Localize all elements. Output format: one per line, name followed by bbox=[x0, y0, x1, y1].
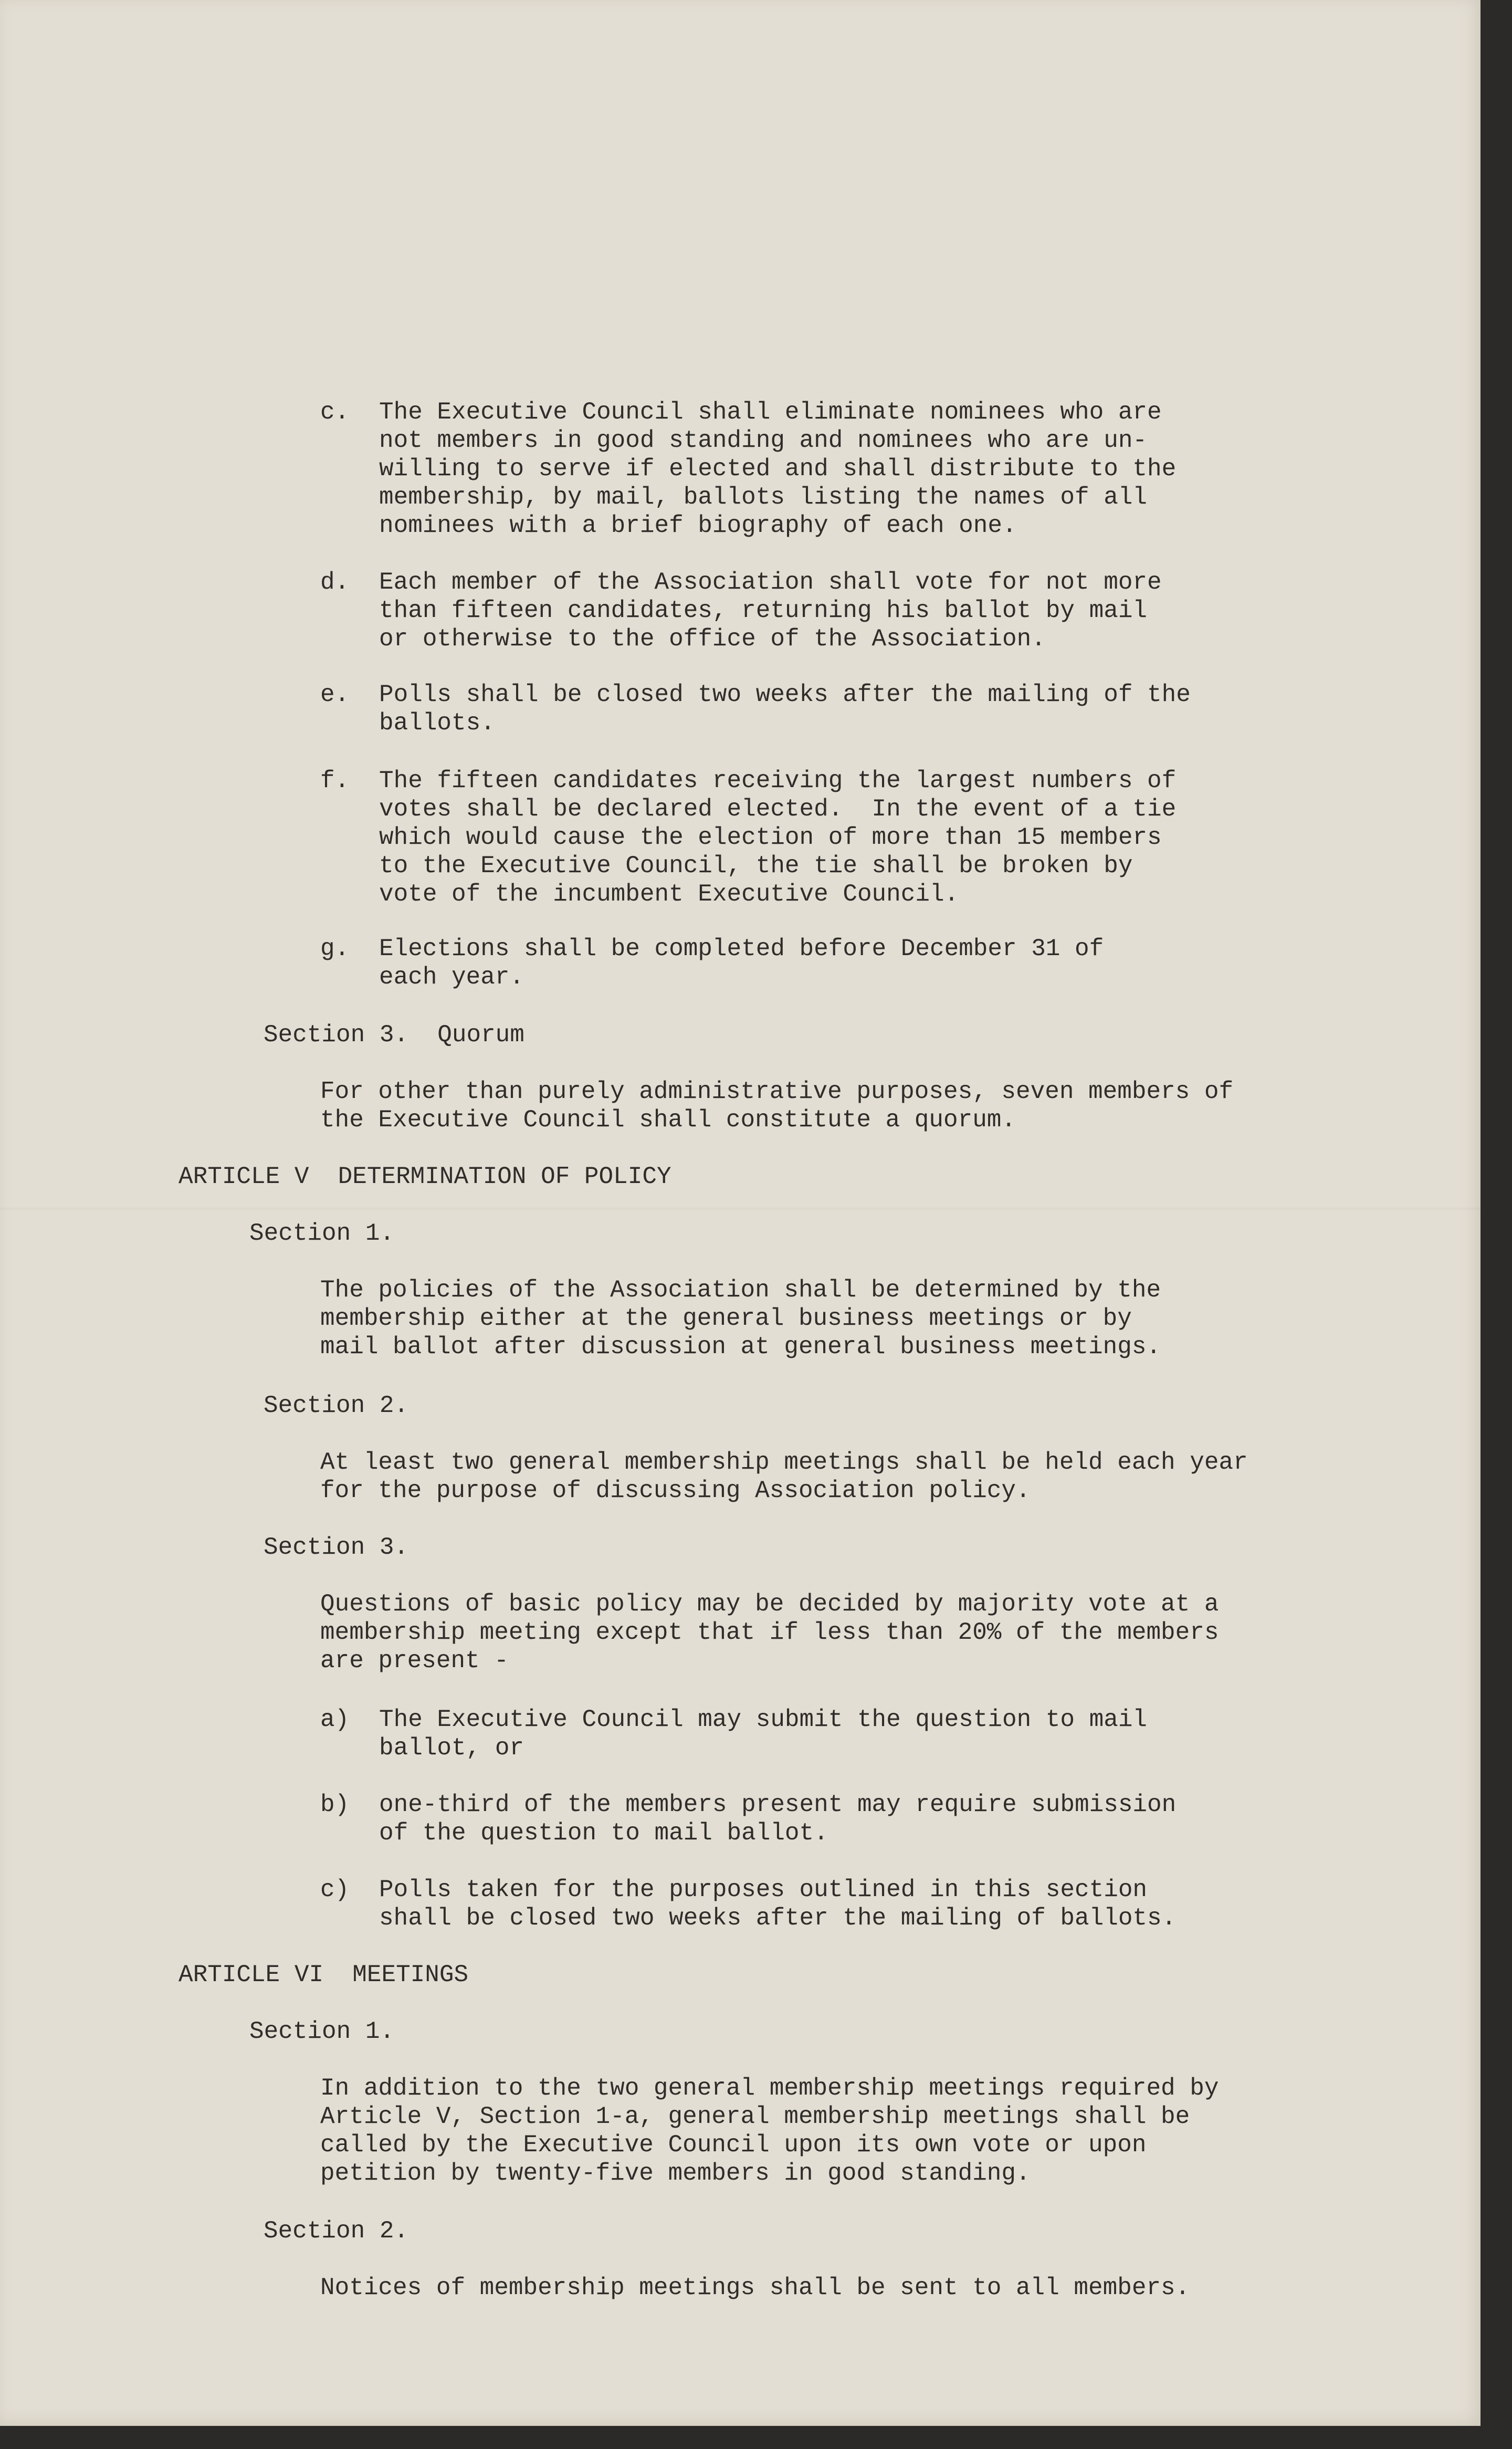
art5-item-c-text: Polls taken for the purposes outlined in this section shall be closed two weeks after the mailing of ballots. bbox=[379, 1876, 1177, 1932]
art5-section3-heading: Section 3. bbox=[264, 1534, 409, 1561]
item-c-text: The Executive Council shall eliminate nominees who are not members in good standing and nominees who are un- willing to serve if elected and shall distribute to the membership, by mail, ballots listing the names of all nominees with a brief biography of each one. bbox=[379, 399, 1177, 539]
item-c-label: c. bbox=[320, 399, 350, 426]
art5-item-a-label: a) bbox=[320, 1706, 350, 1733]
article-v-heading: ARTICLE V DETERMINATION OF POLICY bbox=[178, 1163, 671, 1190]
art5-item-c-label: c) bbox=[320, 1876, 350, 1903]
item-d-text: Each member of the Association shall vote for not more than fifteen candidates, returning his ballot by mail or otherwise to the office of the Association. bbox=[379, 569, 1162, 653]
item-f-text: The fifteen candidates receiving the largest numbers of votes shall be declared elected. In the event of a tie which would cause the election of more than 15 members to the Executive Council, the tie shall be broken by vote of the incumbent Executive Council. bbox=[379, 767, 1177, 908]
quorum-text: For other than purely administrative purposes, seven members of the Executive Council shall constitute a quorum. bbox=[320, 1078, 1234, 1134]
art5-section2-heading: Section 2. bbox=[264, 1392, 409, 1419]
item-e-text: Polls shall be closed two weeks after the mailing of the ballots. bbox=[379, 681, 1191, 737]
art5-item-a-text: The Executive Council may submit the question to mail ballot, or bbox=[379, 1706, 1148, 1762]
art6-section2-text: Notices of membership meetings shall be sent to all members. bbox=[320, 2274, 1190, 2301]
quorum-heading: Section 3. Quorum bbox=[264, 1021, 524, 1049]
art5-item-b-text: one-third of the members present may require submission of the question to mail ballot. bbox=[379, 1791, 1177, 1847]
article-vi-heading: ARTICLE VI MEETINGS bbox=[178, 1961, 469, 1988]
art6-section2-heading: Section 2. bbox=[264, 2217, 409, 2245]
art6-section1-text: In addition to the two general membership meetings required by Article V, Section 1-a, general membership meetings shall be called by the Executive Council upon its own vote or upon petition by twenty-five members in good standing. bbox=[320, 2075, 1219, 2187]
art5-section1-text: The policies of the Association shall be determined by the membership either at the general business meetings or by mail ballot after discussion at general business meetings. bbox=[320, 1276, 1161, 1360]
art6-section1-heading: Section 1. bbox=[249, 2018, 395, 2045]
art5-section1-heading: Section 1. bbox=[249, 1220, 395, 1247]
art5-item-b-label: b) bbox=[320, 1791, 350, 1818]
item-g-label: g. bbox=[320, 935, 350, 962]
item-f-label: f. bbox=[320, 767, 350, 794]
art5-section2-text: At least two general membership meetings shall be held each year for the purpose of discussing Association policy. bbox=[320, 1449, 1248, 1504]
item-e-label: e. bbox=[320, 681, 350, 708]
item-d-label: d. bbox=[320, 569, 350, 596]
item-g-text: Elections shall be completed before December 31 of each year. bbox=[379, 935, 1104, 991]
art5-section3-text: Questions of basic policy may be decided by majority vote at a membership meeting except that if less than 20% of the members are present - bbox=[320, 1590, 1219, 1674]
